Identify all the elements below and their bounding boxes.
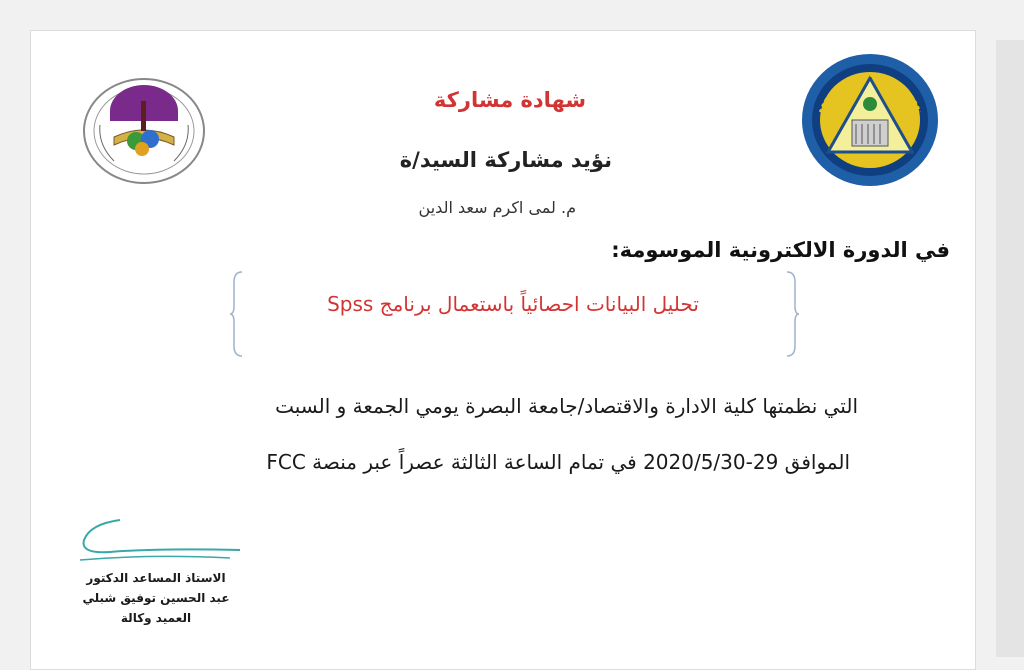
university-logo	[800, 52, 940, 188]
scrollbar-track[interactable]	[996, 40, 1024, 657]
college-logo	[80, 75, 208, 187]
certificate-subtitle: نؤيد مشاركة السيد/ة	[399, 148, 612, 172]
course-label: في الدورة الالكترونية الموسومة:	[611, 238, 950, 262]
signature-block	[70, 568, 242, 628]
certificate-title: شهادة مشاركة	[433, 88, 587, 112]
course-name: تحليل البيانات احصائياً باستعمال برنامج Spss	[327, 292, 699, 316]
signature-mark	[70, 514, 250, 574]
body-text-line-2: الموافق 29-2020/5/30 في تمام الساعة الثالثة عصراً عبر منصة FCC	[266, 450, 850, 474]
left-brace	[228, 270, 246, 358]
right-brace	[783, 270, 801, 358]
signature-title: الاستاذ المساعد الدكتور	[86, 571, 226, 585]
signature-position: العميد وكالة	[120, 611, 192, 625]
signature-name: عبد الحسين توفيق شبلي	[82, 591, 230, 605]
participant-name: م. لمى اكرم سعد الدين	[418, 198, 576, 217]
body-text-line-1: التي نظمتها كلية الادارة والاقتصاد/جامعة البصرة يومي الجمعة و السبت	[275, 394, 858, 418]
